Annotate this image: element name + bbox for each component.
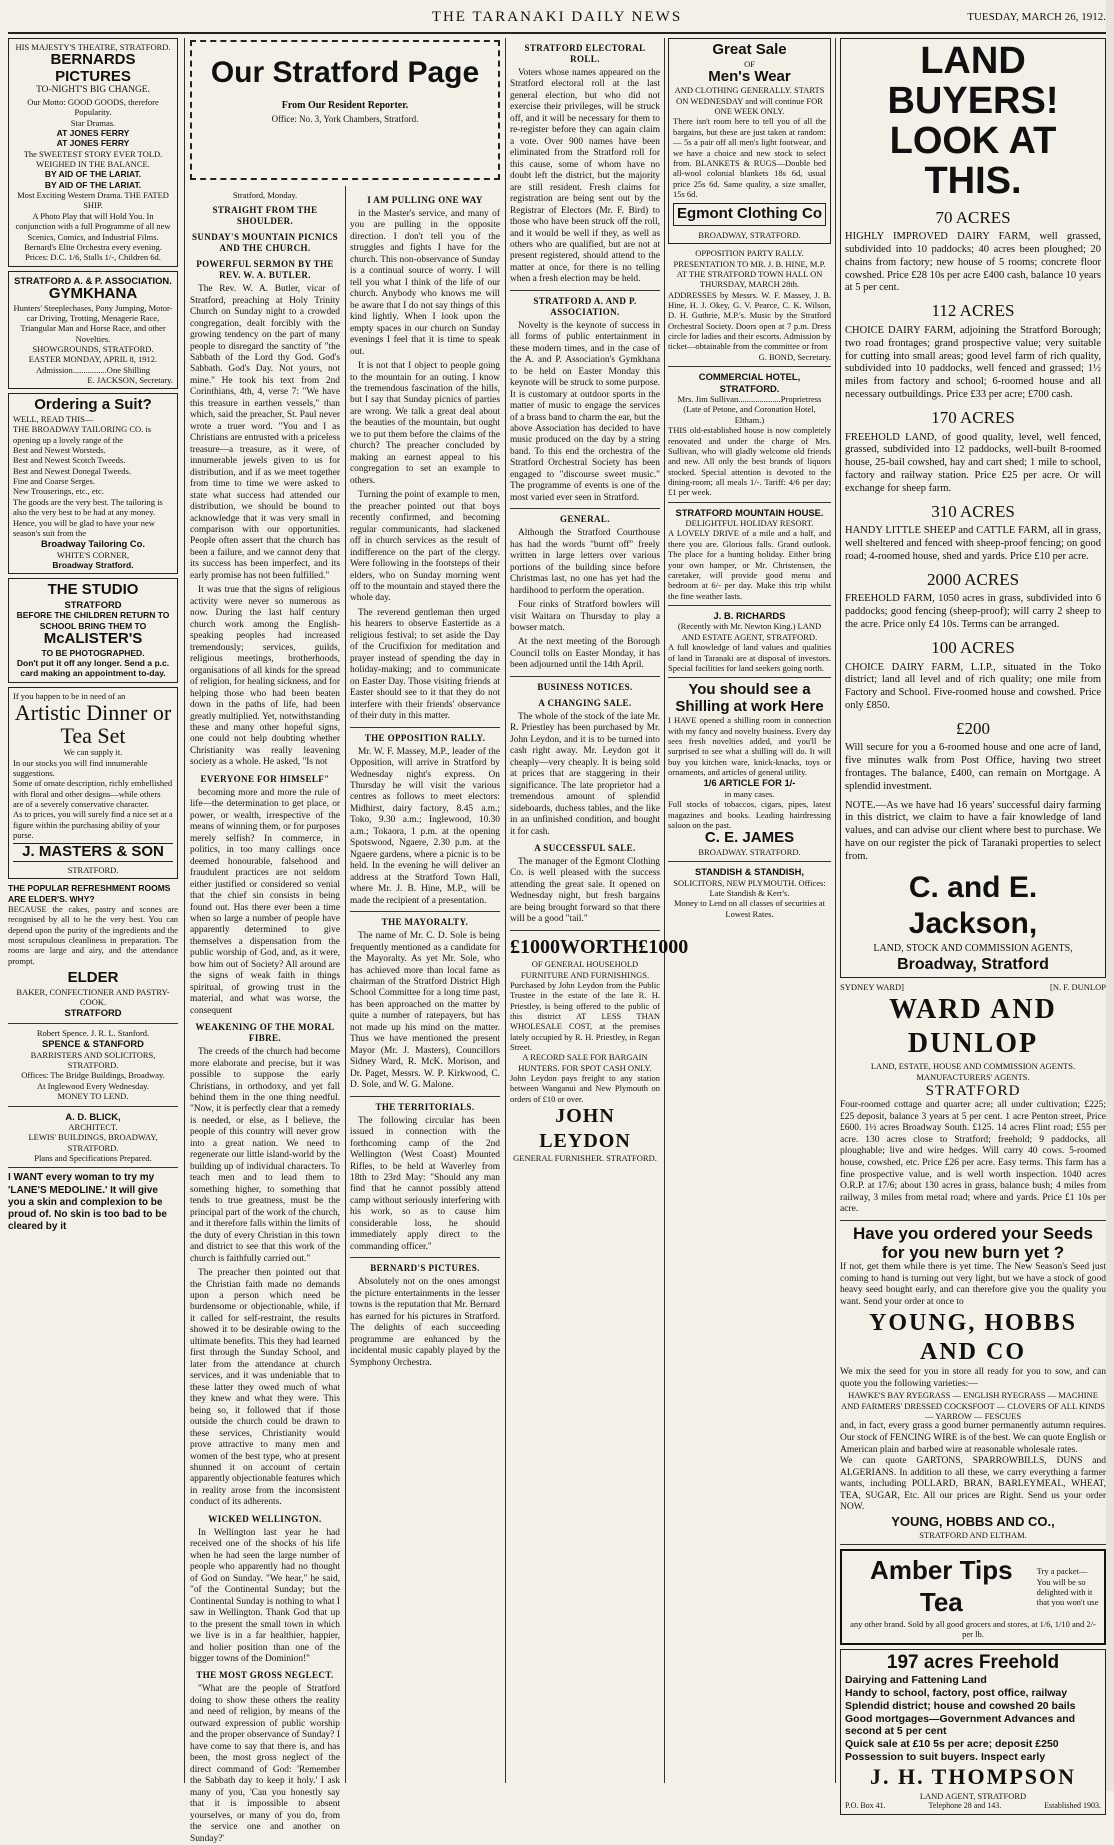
seeds-heading: Have you ordered your Seeds for you new burn yet ? bbox=[853, 1223, 1093, 1262]
suit-item: Best and Newest Donegal Tweeds. bbox=[13, 465, 131, 476]
richards-sub: (Recently with Mr. Newton King.) LAND AND ESTATE AGENT, STRATFORD. bbox=[677, 621, 822, 642]
article-paragraph: The manager of the Egmont Clothing Co. is well pleased with the success attending the great sale. It opened on Wednesday night, but fresh bargains are being brought forward so that there will be a good "tail." bbox=[510, 856, 660, 925]
admission: Admission................One Shilling bbox=[35, 364, 151, 375]
studio-line: BEFORE THE CHILDREN RETURN TO SCHOOL BRING THEM TO bbox=[16, 610, 170, 631]
gymkhana-heading: GYMKHANA bbox=[48, 285, 138, 303]
suit-item: Best and Newest Scotch Tweeds. bbox=[13, 455, 126, 466]
masters-ad bbox=[8, 687, 178, 880]
jackson-name: C. and E. Jackson, bbox=[908, 870, 1038, 941]
article-paragraph: Voters whose names appeared on the Stratford electoral roll at the last general election, but who did not exercise their privileges, will be struck off, and it will be necessary for them to re-register before they can again claim a vote. Over 900 names have been eliminated from the Stratford roll for this cause, some of whom have no doubt left the district, but the majority are still resident. Fresh claims for registration are being sent out by the Registrar of Electors (Mr. F. Bird) to those who have been struck off the roll, and it would be well if they, as well as others who are qualified, but are not at present registered, should attend to the matter at once, for there is no telling when a fresh election may be held. bbox=[510, 67, 660, 285]
article-paragraph: Turning the point of example to men, the preacher pointed out that boys recently confirmed, and becoming regular communicants, had slackened off in church services as the result of indifference on the part of the clergy. Were following in the footsteps of their elders, who on Sunday morning went off to the mountain and stayed there the whole day. bbox=[350, 490, 500, 604]
opposition-when: AT THE STRATFORD TOWN HALL ON THURSDAY, MARCH 28th. bbox=[676, 268, 823, 290]
egmont-name: Egmont Clothing Co bbox=[673, 203, 826, 226]
film-title: BY AID OF THE LARIAT. bbox=[44, 179, 142, 190]
column-5 bbox=[668, 38, 831, 1783]
issue-date: TUESDAY, MARCH 26, 1912. bbox=[967, 11, 1106, 23]
article-paragraph: The Rev. W. A. Butler, vicar of Stratford, preaching at Holy Trinity Church on Sunday night to a crowded congregation, dealt forcibly with the growing tendency on the part of many people to disregard the sanctity of "the Sabbath of the Lord thy God. God's Sabbath. God's Day. Not yours, not mine." He took his text from 2nd Corinthians, 4th, 4, verse 7: "We have this treasure in earthen vessels," than which, said the preacher, St. Paul never wrote a truer word. "You and I as Christians are entrusted with a priceless treasure—a treasure, as it were, of innumerable jewels given to us for distribution, and if as we meet together from time to time we were asked to state what success had attended our distribution, we should be bound to acknowledge that it was very small in comparison with our opportunities. People often assert that the church has been a failure, and we cannot deny that its success has been imperfect, and its early promise has not been fulfilled." bbox=[190, 284, 340, 581]
richards-ad bbox=[668, 610, 831, 673]
column-1 bbox=[8, 38, 178, 1783]
article-subheading: THE MOST GROSS NEGLECT. bbox=[196, 1670, 334, 1681]
standish-ad bbox=[668, 866, 831, 919]
young-hobbs-towns: STRATFORD AND ELTHAM. bbox=[919, 1529, 1027, 1540]
dateline: Stratford, Monday. bbox=[232, 190, 298, 200]
acre-description: HIGHLY IMPROVED DAIRY FARM, well grassed, subdivided into 10 paddocks; 40 acres been ploughed; 20 chains from factory; new house of 5 rooms; concrete floor cowshed. Price £28 10s per acre £400 cash, balance 10 years at 5 per cent. bbox=[845, 231, 1101, 294]
thompson-name: J. H. THOMPSON bbox=[869, 1763, 1077, 1789]
opposition-presentation: PRESENTATION TO MR. J. B. HINE, M.P. bbox=[673, 258, 826, 269]
ward-dunlop-town: STRATFORD bbox=[925, 1082, 1021, 1099]
article-paragraph: "What are the people of Stratford doing to show these others the reality and need of religion, by means of the outward expression of public worship and the proper observance of Sunday? I have come to say that there is, and has been, the most gross neglect of the direct command of God: 'Remember the Sabbath day to keep it holy.' I ask many of you, 'Can you honestly say that it is impossible to absent yourselves, or many of you do, from the service one and another on Sunday?' bbox=[190, 1684, 340, 1844]
ward-dunlop-sub: LAND, ESTATE, HOUSE AND COMMISSION AGENTS. MANUFACTURERS' AGENTS. bbox=[870, 1061, 1076, 1082]
ad-worth: WORTH bbox=[560, 935, 639, 958]
thompson-established: Established 1903. bbox=[1044, 1801, 1101, 1811]
suit-item: Best and Newest Worsteds. bbox=[13, 445, 106, 455]
article-heading: STRATFORD A. AND P. ASSOCIATION. bbox=[533, 295, 637, 317]
bernards-pictures-ad bbox=[8, 38, 178, 267]
standish-money: Money to Lend on all classes of securities at Lowest Rates. bbox=[673, 898, 826, 919]
studio-line: Don't put it off any longer. Send a p.c. card making an appointment to-day. bbox=[16, 657, 170, 679]
seed-varieties: HAWKE'S BAY RYEGRASS — ENGLISH RYEGRASS — MACHINE AND FARMERS' DRESSED COCKSFOOT — CLOVERS OF ALL KINDS — YARROW — FESCUES bbox=[841, 1390, 1105, 1422]
venue: SHOWGROUNDS, STRATFORD. bbox=[32, 343, 154, 354]
acre-heading: 2000 ACRES bbox=[926, 569, 1020, 589]
freehold-point: Possession to suit buyers. Inspect early bbox=[845, 1751, 1046, 1764]
article-paragraph: becoming more and more the rule of life—the determination to get place, or power, or wealth, irrespective of the means of winning them, or for purposes merely selfish? In commerce, in politics, in too many callings once deemed honourable, falsehood and fraudulent practices are not seldom either justified or considered so venial that the chief sin consists in being found out. Has there ever been a time when so large a number of people have apparently determined to give themselves a dispensation from the public worship of God, and, as it were, bow him out of Society? All around are the signs of weak faith in things spiritual, of growing trust in the material, and what was worse, the consequent bbox=[190, 787, 340, 1016]
mountain-house-body: A LOVELY DRIVE of a mile and a half, and there you are. Glorious falls. Grand outlook. The place for a hunting holiday. Either bring your own hamper, or Mr. Christensen, the caretaker, will provide good menu and bedroom at 6/- per day. Make this trip whilst the fine weather lasts. bbox=[668, 528, 831, 601]
motto-line: Our Motto: GOOD GOODS, therefore Popularity. bbox=[27, 96, 159, 118]
freehold-point: Quick sale at £10 5s per acre; deposit £250 bbox=[845, 1738, 1059, 1751]
mountain-house-name: STRATFORD MOUNTAIN HOUSE. bbox=[675, 506, 824, 518]
artistic-line: In our stocks you will find innumerable suggestions. bbox=[13, 757, 148, 778]
studio-town: STRATFORD bbox=[64, 598, 122, 610]
artistic-line: We can supply it. bbox=[63, 747, 123, 758]
prices-line: Bernard's Elite Orchestra every evening. Prices: D.C. 1/6, Stalls 1/-, Children 6d. bbox=[24, 241, 162, 263]
artistic-intro: If you happen to be in need of an bbox=[13, 690, 126, 701]
young-hobbs-mix: We mix the seed for you in store all ready for you to sow, and can quote you the following varieties:— bbox=[840, 1367, 1106, 1389]
spence-inglewood: At Inglewood Every Wednesday. bbox=[37, 1080, 149, 1091]
artistic-heading: Artistic Dinner or Tea Set bbox=[14, 700, 172, 749]
masters-town: STRATFORD. bbox=[67, 864, 119, 875]
film-title: WEIGHED IN THE BALANCE. bbox=[36, 158, 150, 169]
james-address: BROADWAY. STRATFORD. bbox=[698, 846, 801, 857]
bernards-heading: BERNARDS PICTURES bbox=[50, 51, 136, 85]
ad-amount: £1000 bbox=[638, 935, 689, 958]
blick-sub: ARCHITECT. bbox=[68, 1121, 118, 1132]
tobacco-line: Full stocks of tobaccos, cigars, pipes, latest magazines and books. Leading hairdressing saloon on the past. bbox=[668, 799, 831, 830]
partner-name: SYDNEY WARD] bbox=[840, 982, 904, 993]
ward-dunlop-listings: Four-roomed cottage and quarter acre; all under cultivation; £225; £25 deposit, balance 3 years at 5 per cent. 1 acre Penton street, Price £600. 1½ acres Broadway South. £125. 14 acres Flint road; £55 per acre. 130 acres close to Stratford; freehold; 9 paddocks, all ploughable; live and wire hedges. Will carry 40 cows. 5-roomed house, cowshed, etc. Price £26 per acre. Easy terms. This farm has a fine prospective value, and is well worth inspection. 1040 acres O.R.P. at 17/6; about 130 acres in grass, balance bush; 4 miles from railway, 3 miles from metal road; where and yards. Price £1 10s per acre. bbox=[840, 1100, 1106, 1215]
article-paragraph: Mr. W. F. Massey, M.P., leader of the Opposition, will arrive in Stratford by Wednesday night's express. On Thursday he will visit the various centres as follows to meet electors: Midhirst, dairy factory, 8.45 a.m.; Toko, 9.30 a.m.; Inglewood, 10.30 a.m.; Tokaora, 1 p.m. at the opening Spotswood, Ngaere, 2.30 p.m. at the Ngaere gardens, where a picnic is to be held. In the evening he will deliver an address at the Stratford Town Hall, where Mr. J. B. Hine, M.P., will be made the recipient of a presentation. bbox=[350, 746, 500, 906]
article-subheading: POWERFUL SERMON BY THE REV. W. A. BUTLER. bbox=[196, 259, 334, 281]
article-heading: THE MAYORALTY. bbox=[381, 917, 469, 928]
ad-body: Purchased by John Leydon from the Public Trustee in the estate of the late R. H. Priestley, is being offered to the public of this district AT LESS THAN WHOLESALE COST, at the premises lately occupied by R. H. Priestley, in Regan Street. bbox=[510, 979, 660, 1053]
acre-heading: 310 ACRES bbox=[931, 501, 1015, 521]
ward-dunlop-ad bbox=[840, 982, 1106, 1215]
article-paragraph: The following circular has been issued in connection with the forthcoming camp of the 2nd Wellington (West Coast) Mounted Rifles, to be held at Waverley from 18th to 23rd May: "Should any man find that he cannot possibly attend camp without seriously interfering with his work, so as to cause him considerable loss, he should immediately apply direct to the commanding officer." bbox=[350, 1115, 500, 1252]
thompson-sub: LAND AGENT, STRATFORD bbox=[919, 1790, 1027, 1801]
young-hobbs-ad bbox=[840, 1225, 1106, 1540]
leydon-sub: GENERAL FURNISHER. STRATFORD. bbox=[513, 1152, 657, 1163]
young-hobbs-produce: We can quote GARTONS, SPARROWBILLS, DUNS and ALGERIANS. In addition to all these, we carry everything a farmer wants, including POLLARD, BRAN, BARLEYMEAL, WHEAT, TEA, SUGAR, Etc. All our prices are Right. Send us your order NOW. bbox=[840, 1456, 1106, 1513]
sale-body: There isn't room here to tell you of all the bargains, but these are just taken at random:— 5s a pair off all men's light footwear, and we have a choice and new stock to select from. BLANKETS & RUGS—Double bed all-wool colonial blankets 18s 6d, usual price 25s 6d. Same quality, a size smaller, 15s 6d. bbox=[673, 116, 826, 199]
film-title: BY AID OF THE LARIAT. bbox=[44, 169, 142, 180]
blick-plans: Plans and Specifications Prepared. bbox=[34, 1153, 152, 1164]
article-paragraph: Four rinks of Stratford bowlers will visit Waitara on Thursday to play a bowser match. bbox=[510, 600, 660, 633]
article-paragraph: in the Master's service, and many of you are pulling in the opposite direction. I don't tell you of the struggles and fights I have for the church. This non-observance of Sunday is a continual source of worry. I will tell you what I think of the life of our church. Anybody who knows me will be aware that I do not say things of this kind lightly. When I look upon the empty spaces in our church on Sunday evenings I feel that it is time to speak out. bbox=[350, 208, 500, 357]
spence-ad bbox=[8, 1028, 178, 1102]
opposition-body: ADDRESSES by Messrs. W. F. Massey, J. B. Hine, H. J. Okey, G. V. Pearce, C. K. Wilson, D. H. Guthrie, M.P.'s. Music by the Stratford Orchestral Society. Doors open at 7 p.m. Dress circle for ladies and their escorts. Admission by ticket—obtainable from the committee or from bbox=[668, 289, 831, 352]
elder-name: ELDER bbox=[67, 969, 119, 987]
article-paragraph: It was true that the signs of religious activity were never so numerous as now. During the last half century church work among the English-speaking peoples had increased tremendously; services, guilds, religious meetings, brotherhoods, organisations of all kinds for the spread of religion, for healing sickness, and for helping those who had been beaten down in the paths of life, had been greatly multiplied. Yet, notwithstanding these and many other hopeful signs, one could not help doubting whether Christianity was really leavening society as a whole. He asked, "Is not bbox=[190, 585, 340, 768]
article-paragraph: The whole of the stock of the late Mr. R. Priestley has been purchased by Mr. John Leydon, and it is to be turned into cash right away. Mr. Leydon got it cheaply—very cheaply. It is being sold at prices that are staggering in their significance. The late proprietor had a tremendous amount of splendid sideboards, duchess tables, and the like in an unfinished condition, and bought it for cash. bbox=[510, 711, 660, 837]
opposition-secretary: G. BOND, Secretary. bbox=[758, 351, 831, 362]
freehold-point: Splendid district; house and cowshed 20 bails bbox=[845, 1699, 1076, 1712]
column-2 bbox=[190, 190, 340, 1844]
artistic-line: As to prices, you will surely find a nice set at a figure within the purchasing ability of your purse. bbox=[13, 809, 173, 841]
amber-tips-name: Amber Tips Tea bbox=[870, 1555, 1013, 1617]
egmont-address: BROADWAY, STRATFORD. bbox=[698, 229, 801, 240]
elder-ad bbox=[8, 883, 178, 1019]
film-title: AT JONES FERRY bbox=[56, 127, 130, 138]
freehold-point: Handy to school, factory, post office, railway bbox=[845, 1687, 1068, 1700]
commercial-hotel-ad bbox=[668, 371, 831, 498]
studio-line: TO BE PHOTOGRAPHED. bbox=[41, 647, 145, 658]
freehold-point: Dairying and Fattening Land bbox=[845, 1674, 987, 1687]
mens-wear-ad bbox=[668, 38, 831, 244]
acre-description: FREEHOLD LAND, of good quality, level, well fenced, grassed, subdivided into 12 paddocks, well-built 8-roomed house, 25-bail cowshed, hay and cart shed; 1 mile to school, factory and railway station. Price £25 per acre. Or will exchange for sheep farm. bbox=[845, 431, 1101, 494]
star-line: Star Dramas. bbox=[70, 117, 116, 128]
article-subheading: A CHANGING SALE. bbox=[538, 697, 632, 708]
column-rule bbox=[664, 38, 665, 1783]
masters-name: J. MASTERS & SON bbox=[13, 843, 173, 862]
acre-description: CHOICE DAIRY FARM, L.I.P., situated in the Toko district; land all level and of rich quality; one mile from Factory and School. Five-roomed house and cowshed. Price only £850. bbox=[845, 661, 1101, 711]
gymkhana-events: Hunters' Steeplechases, Pony Jumping, Motor-car Driving, Trotting, Menagerie Race, Triangular Man and Horse Race, and other Novelties. bbox=[13, 302, 173, 344]
section-title: Our Stratford Page bbox=[210, 56, 480, 89]
article-paragraph: Although the Stratford Courthouse has had the words "burnt off" freely written in large letters over various portions of the building since before Christmas last, no one has yet had the hardihood to perform the operation. bbox=[510, 528, 660, 596]
seeds-body: If not, get them while there is yet time. The New Season's Seed just coming to hand is turning out very light, but we have a stock of good heavy seed bought early, and can therefore give you the quality you want. Send your order at once to bbox=[840, 1262, 1106, 1308]
jackson-address: Broadway, Stratford bbox=[897, 955, 1049, 973]
shilling-heading: You should see a Shilling at work Here bbox=[675, 681, 824, 715]
article-subheading: WEAKENING OF THE MORAL FIBRE. bbox=[195, 1022, 335, 1044]
tailor-address: Broadway Stratford. bbox=[52, 560, 134, 571]
page-edge bbox=[1106, 0, 1114, 1791]
blick-ad bbox=[8, 1111, 178, 1164]
mens-wear-heading: Men's Wear bbox=[708, 67, 791, 85]
spence-names: Robert Spence. J. R. L. Stanford. bbox=[36, 1027, 150, 1038]
tailoring-ad bbox=[8, 393, 178, 574]
popular-heading: THE POPULAR REFRESHMENT ROOMS ARE ELDER'S. WHY? bbox=[8, 883, 171, 904]
richards-body: A full knowledge of land values and qualities of land in Taranaki are at disposal of investors. Special facilities for land seekers going north. bbox=[668, 642, 831, 673]
acre-heading: 170 ACRES bbox=[931, 407, 1015, 427]
young-hobbs-signature: YOUNG, HOBBS AND CO., bbox=[891, 1514, 1055, 1530]
article-paragraph: Novelty is the keynote of success in all forms of public entertainment in these modern times, and in the case of the A. and P. Association's Gymkhana to be held on Easter Monday this keynote will be struck to some purpose. It is customary at outdoor sports in the matter of music to engage the services of a brass band to charm the ear, but the above Association has decided to have music produced on the day by a string band. To this end the orchestra of the Stratford Orchestral Society has been engaged to "discourse sweet music." The programme of events is one of the most varied ever seen in Stratford. bbox=[510, 320, 660, 503]
acre-heading: 100 ACRES bbox=[931, 637, 1015, 657]
thompson-box: P.O. Box 41. bbox=[845, 1801, 886, 1811]
amber-tips-ad bbox=[840, 1549, 1106, 1645]
richards-name: J. B. RICHARDS bbox=[713, 610, 786, 621]
acre-description: Will secure for you a 6-roomed house and one acre of land, five minutes walk from Post Office, having two street frontages. The balance, £400, can remain on Mortgage. A splendid investment. bbox=[845, 742, 1101, 792]
column-6 bbox=[840, 38, 1106, 1811]
jackson-note: NOTE.—As we have had 16 years' successful dairy farming in this district, we claim to have a fair knowledge of land values, and can advise our client where best to purchase. We have on our register the pick of Taranaki properties to select from. bbox=[845, 799, 1101, 862]
article-subheading: SUNDAY'S MOUNTAIN PICNICS AND THE CHURCH. bbox=[191, 232, 339, 254]
stratford-page-banner bbox=[190, 40, 500, 180]
suit-item: New Trouserings, etc., etc. bbox=[13, 486, 104, 497]
look-heading: LOOK AT THIS. bbox=[889, 119, 1057, 202]
article-heading: BERNARD'S PICTURES. bbox=[370, 1263, 480, 1274]
jackson-land-ad bbox=[840, 38, 1106, 978]
acre-heading: 70 ACRES bbox=[935, 207, 1011, 227]
studio-heading: THE STUDIO bbox=[47, 581, 139, 599]
article-paragraph: The preacher then pointed out that the Christian faith made no demands upon a person which need be burdensome or objectionable, while, if it called for self-restraint, the results showed it to be desirable owing to the ultimate benefits. This they had learned first through the Sunday School, and later from the attendance at church services, and it was undeniable that to these latter they owed much of what they knew and what they were. This being so, it followed that if those outside the church could be drawn to these services, Christianity would prove attractive to many men and women of the best type, who at present shunned it on account of certain apparently objectionable features which in reality arose from the inconsistent conduct of its adherents. bbox=[190, 1268, 340, 1508]
event-date: EASTER MONDAY, APRIL 8, 1912. bbox=[28, 354, 158, 365]
leydon-ad bbox=[510, 935, 689, 1164]
spence-desc: BARRISTERS AND SOLICITORS, STRATFORD. bbox=[30, 1049, 156, 1071]
article-paragraph: In Wellington last year he had received one of the shocks of his life when he had seen the large number of people who apparently had no thought of God on Sunday. "We hear," he said, "of the Continental Sunday; but the Continental Sunday is nothing to what I saw in Wellington. Thank God that up to the present the small town in which we live is in a far healthier, happier, and holier position than one of the bigger towns of the Dominion!" bbox=[190, 1527, 340, 1665]
james-ad bbox=[668, 682, 831, 857]
hotel-name: COMMERCIAL HOTEL, STRATFORD. bbox=[698, 371, 801, 394]
popular-body: BECAUSE the cakes, pastry and scones are recognised by all to be the very best. You can depend upon the purity of the ingredients and the most scrupulous cleanliness in preparation. The rooms are large and airy, and the attendance prompt. bbox=[8, 904, 178, 966]
article-subheading: WICKED WELLINGTON. bbox=[208, 1513, 322, 1524]
james-name: C. E. JAMES bbox=[704, 829, 795, 847]
acre-heading: £200 bbox=[956, 718, 990, 738]
film-title: The SWEETEST STORY EVER TOLD. bbox=[23, 148, 163, 159]
article-heading: STRATFORD ELECTORAL ROLL. bbox=[524, 43, 646, 64]
spence-money: MONEY TO LEND. bbox=[57, 1091, 129, 1102]
mountain-house-sub: DELIGHTFUL HOLIDAY RESORT. bbox=[685, 518, 814, 529]
article-heading: THE OPPOSITION RALLY. bbox=[364, 732, 486, 743]
sale-heading: Great Sale bbox=[712, 41, 787, 58]
tailor-corner: WHITE'S CORNER, bbox=[56, 549, 130, 560]
leydon-name: JOHN LEYDON bbox=[539, 1105, 631, 1152]
article-heading: STRAIGHT FROM THE SHOULDER. bbox=[212, 205, 318, 227]
article-offer-sub: in many cases. bbox=[724, 788, 775, 799]
masthead bbox=[8, 2, 1106, 34]
article-paragraph: It is not that I object to people going to the mountain for an outing. I know the tremendous fascination of the hills, but I say that Sunday picnics of parties are wrong. We talk a great deal about the beauties of the mountain, but ought we to put them before the claims of the church? The preacher concluded by making an earnest appeal to his congregation to set an example to others. bbox=[350, 361, 500, 486]
sale-of: OF bbox=[744, 58, 755, 69]
programme-note: A Photo Play that will Hold You. In conjunction with a full Programme of all new Scenics, Comics, and Industrial Films. bbox=[15, 210, 171, 242]
elder-trade: BAKER, CONFECTIONER AND PASTRY-COOK. bbox=[16, 986, 170, 1008]
acre-heading: 112 ACRES bbox=[931, 301, 1015, 321]
secretary: E. JACKSON, Secretary. bbox=[87, 375, 173, 386]
opposition-ad bbox=[668, 248, 831, 362]
acre-description: HANDY LITTLE SHEEP and CATTLE FARM, all in grass, well sheltered and fenced with sheep-proof fencing; on good road; 4-roomed house, shed and yards. Price £10 per acre. bbox=[845, 525, 1101, 562]
suit-heading: Ordering a Suit? bbox=[34, 396, 152, 414]
association-name: STRATFORD A. & P. ASSOCIATION. bbox=[14, 274, 172, 286]
article-paragraph: At the next meeting of the Borough Council tolls on Easter Monday, it has been adjourned until the 14th April. bbox=[510, 637, 660, 671]
thompson-telephone: Telephone 28 and 143. bbox=[928, 1801, 1002, 1811]
article-paragraph: Absolutely not on the ones amongst the picture entertainments in the lesser towns is the reputation that Mr. Bernard has earned for his pictures in Stratford. The delights of each succeeding programme are enhanced by the incidental music capably played by the Symphony Orchestra. bbox=[350, 1277, 500, 1368]
article-heading: I AM PULLING ONE WAY bbox=[367, 195, 483, 205]
amber-tips-side: Try a packet—You will be so delighted with it that you won't use bbox=[1036, 1566, 1099, 1608]
shilling-body: I HAVE opened a shilling room in connection with my fancy and novelty business. Every day sees fresh novelties added, and you'll be surprised to see what a shilling will do. It will buy you kitchen ware, knick-knacks, toys or ornaments, and articles of general utility. bbox=[668, 715, 831, 778]
blick-name: A. D. BLICK, bbox=[65, 1110, 121, 1122]
film-title: Most Exciting Western Drama. THE FATED SHIP. bbox=[17, 190, 169, 211]
jackson-trade: LAND, STOCK AND COMMISSION AGENTS, bbox=[873, 942, 1073, 954]
column-rule bbox=[184, 38, 185, 1783]
newspaper-title: THE TARANAKI DAILY NEWS bbox=[431, 8, 683, 25]
hotel-proprietor: Mrs. Jim Sullivan....................Proprietress (Late of Petone, and Coronation Hotel, Eltham.) bbox=[677, 394, 822, 425]
gymkhana-ad bbox=[8, 271, 178, 390]
article-heading: BUSINESS NOTICES. bbox=[537, 681, 633, 692]
amber-tips-sub: any other brand. Sold by all good grocers and stores, at 1/6, 1/10 and 2/- per lb. bbox=[850, 1618, 1096, 1640]
suit-text: THE BROADWAY TAILORING CO. is opening up a lovely range of the bbox=[13, 424, 152, 445]
mountain-house-ad bbox=[668, 507, 831, 601]
thompson-ad bbox=[840, 1649, 1106, 1814]
column-3 bbox=[350, 190, 500, 1783]
film-title: AT JONES FERRY bbox=[56, 138, 130, 149]
freehold-point: Good mortgages—Government Advances and second at 5 per cent bbox=[845, 1712, 1076, 1738]
article-paragraph: The creeds of the church had become more elaborate and precise, but it was possible to suppose the early Christians, in orthodoxy, and yet fall behind them in the one thing needful. "Now, it is perfectly clear that a remedy is needed, or else, as I believe, the people of this country will never grow into a great nation. We need to regenerate our little island-world by the building up of individual characters. To teach men and to lead them to something higher, to something that tends to true greatness, must be the principal part of the work of the church, and it therefore falls within the limits of the duty of every Christian in this town and district to see that this work of the church is faithfully carried out." bbox=[190, 1047, 340, 1264]
young-hobbs-wire: and, in fact, every grass a good burner permanently autumn requires. Our stock of FENCING WIRE is of the best. We can quote English or American plain and barbed wire at reasonable wholesale rates. bbox=[840, 1421, 1106, 1455]
standish-name: STANDISH & STANDISH, bbox=[694, 866, 805, 878]
column-rule bbox=[835, 38, 836, 1783]
suit-intro: WELL, READ THIS— bbox=[13, 413, 94, 424]
tonight-line: TO-NIGHT'S BIG CHANGE. bbox=[36, 85, 150, 96]
young-hobbs-name: YOUNG, HOBBS AND CO bbox=[868, 1309, 1078, 1365]
article-offer: 1/6 ARTICLE FOR 1/- bbox=[703, 777, 796, 789]
ward-dunlop-name: WARD AND DUNLOP bbox=[889, 993, 1057, 1059]
office-line: Office: No. 3, York Chambers, Stratford. bbox=[271, 114, 419, 124]
studio-name: McALISTER'S bbox=[43, 630, 143, 648]
article-subheading: A SUCCESSFUL SALE. bbox=[534, 842, 636, 853]
elder-town: STRATFORD bbox=[64, 1007, 122, 1019]
suit-body: The goods are the very best. The tailoring is also the very best to be had at any money. Hence, you will be glad to have your new season's suit from the bbox=[13, 496, 163, 538]
article-heading: THE TERRITORIALS. bbox=[375, 1101, 475, 1112]
medoline-ad: I WANT every woman to try my 'LANE'S MEDOLINE.' It will give you a skin and complexion to be proud of. No skin is too bad to be cleared by it bbox=[8, 1172, 167, 1233]
theatre-name: HIS MAJESTY'S THEATRE, STRATFORD. bbox=[15, 42, 171, 52]
sale-dates: AND CLOTHING GENERALLY. STARTS ON WEDNESDAY and will continue FOR ONE WEEK ONLY. bbox=[674, 85, 825, 117]
tailor-name: Broadway Tailoring Co. bbox=[40, 538, 145, 550]
partner-name: [N. F. DUNLOP bbox=[1050, 982, 1106, 993]
ad-freight: John Leydon pays freight to any station between Wanganui and New Plymouth on orders of £10 or over. bbox=[510, 1073, 660, 1104]
spence-office: Offices: The Bridge Buildings, Broadway. bbox=[21, 1070, 165, 1081]
spence-firm: SPENCE & STANFORD bbox=[42, 1038, 144, 1050]
acre-description: CHOICE DAIRY FARM, adjoining the Stratford Borough; two road frontages; grand prospective value; very suitable for cutting into small areas; good level farm of rich quality, subdivided into 10 paddocks, well fenced and grassed; 1½ miles from factory and school; 6-roomed house and all necessary outbuildings. Price £33 per acre; £700 cash. bbox=[845, 325, 1101, 400]
column-rule bbox=[345, 186, 346, 1783]
article-paragraph: The reverend gentleman then urged his hearers to observe Eastertide as a religious festival; to set aside the Day of the Crucifixion for meditation and prayer instead of spending the day in holiday-making; and to communicate on Easter Day. Those visiting friends at Easter should see to it that they do not interfere with their friends' observance of their duty in this matter. bbox=[350, 607, 500, 722]
studio-ad bbox=[8, 578, 178, 682]
reporter-line: From Our Resident Reporter. bbox=[281, 100, 409, 111]
hotel-body: THIS old-established house is now completely renovated and under the charge of Mrs. Sullivan, who will gladly welcome old friends and new. All only the best brands of liquors stocked. Special attention is devoted to the dining-room; all meals 1/-. Tariff: 4/6 per day; £1 per week. bbox=[668, 425, 831, 498]
ad-subheading: OF GENERAL HOUSEHOLD FURNITURE AND FURNISHINGS. bbox=[520, 959, 650, 980]
column-rule bbox=[505, 38, 506, 1783]
article-subheading: EVERYONE FOR HIMSELF" bbox=[200, 773, 330, 784]
opposition-heading: OPPOSITION PARTY RALLY. bbox=[695, 248, 804, 259]
freehold-heading: 197 acres Freehold bbox=[886, 1652, 1060, 1674]
artistic-line: Some of ornate description, richly embellished with floral and other designs—while others are of a severely conservative character. bbox=[13, 778, 173, 810]
acre-description: FREEHOLD FARM, 1050 acres in grass, subdivided into 6 paddocks; good fencing (sheep-proof); will carry 2 sheep to the acre. Price only £4 10s. Terms can be arranged. bbox=[845, 593, 1101, 630]
column-4 bbox=[510, 38, 689, 1783]
article-heading: GENERAL. bbox=[560, 514, 610, 525]
article-paragraph: The name of Mr. C. D. Sole is being frequently mentioned as a candidate for the Mayoralty. As yet Mr. Sole, who has achieved more than local fame as chairman of the Stratford District High School Committee for a long time past, has been approached on the matter by quite a number of ratepayers, but has not made up his mind on the matter. Thus we have mentioned the present Mayor (Mr. J. Masters), Councillors Sidney Ward, R. McK. Morison, and Dr. Paget, Messrs. W. P. Kirkwood, C. D. Sole, and W. G. Malone. bbox=[350, 931, 500, 1091]
blick-address: LEWIS' BUILDINGS, BROADWAY, STRATFORD. bbox=[28, 1132, 158, 1153]
suit-item: Fine and Coarse Serges. bbox=[13, 476, 95, 487]
ad-record: A RECORD SALE FOR BARGAIN HUNTERS. FOR SPOT CASH ONLY. bbox=[518, 1052, 652, 1073]
standish-sub: SOLICITORS, NEW PLYMOUTH. Offices: Late Standish & Kerr's. bbox=[673, 877, 826, 899]
ad-amount: £1000 bbox=[510, 935, 560, 958]
land-buyers-heading: LAND BUYERS! bbox=[887, 40, 1059, 122]
